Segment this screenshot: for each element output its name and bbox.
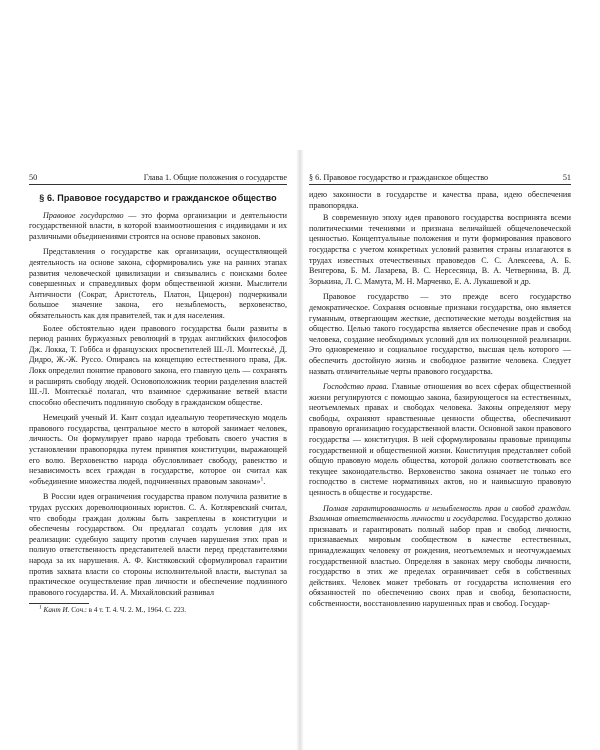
book-gutter [296, 150, 304, 750]
left-running-head [29, 170, 287, 185]
term-rule-of-law: Господство права. [323, 382, 389, 392]
paragraph-kant: Немецкий ученый И. Кант создал идеальную теоретическую модель правового государства, центральное место в которой занимает человек, личность. Он формулирует право народа требовать своего участия в установлении правопорядка путем принятия конституции, выражающей его волю. Верховенство народа обусловливает свободу, равенство и независимость всех граждан в государстве, которое он считал как «объединение множества людей, подчиненных правовым законам»$^1$. [29, 413, 287, 486]
footnote-divider [29, 603, 89, 604]
right-page-number: 51 [562, 173, 571, 182]
paragraph-modern-era: В современную эпоху идея правового государства воспринята всеми политическими течениями и признана величайшей общечеловеческой ценностью. Концептуальные положения и пути формирования правового государства с учетом конкретных условий развития страны излагаются в трудах известных отечественных правоведов С. С. Алексеева, А. Б. Венгерова, Б. М. Лазарева, В. С. Нерсесянца, В. А. Четвернина, В. Д. Зорькина, Л. С. Мамута, М. Н. Марченко, Е. А. Лукашевой и др. [309, 213, 571, 286]
paragraph-antiquity: Представления о государстве как организации, осуществляющей деятельность на основе закона, сформировались уже на ранних этапах развития человеческой цивилизации и связывались с поисками более совершенных и справедливых форм общественной жизни. Мыслители Античности (Сократ, Аристотель, Платон, Цицерон) подчеркивали большое значение закона, его незыблемость, верховенство, обязательность как для правителей, так и для населения. [29, 247, 287, 320]
term-guarantees: Полная гарантированность и незыблемость прав и свобод граждан. Взаимная ответственность личности и государства. [309, 503, 571, 524]
section-title: § 6. Правовое государство и гражданское общество [39, 193, 277, 203]
paragraph-rule-of-law: Господство права. Главные отношения во всех сферах общественной жизни регулируются с помощью закона, базирующегося на естественных, неотъемлемых правах и свободах человека. Законы определяют меру свободы, охраняют нравственные ценности общества, обеспечивают правовую организацию государственной власти. Основной закон правового государства — конституция. В ней сформулированы правовые принципы государственной и общественной жизни. Конституция представляет собой общую правовую модель общества, которой должно соответствовать все текущее законодательство. Верховенство закона означает не только его господство в системе нормативных актов, но и наивысшую правовую ценность в обществе и государстве. [309, 382, 571, 498]
paragraph-democratic-state: Правовое государство — это прежде всего государство демократическое. Сохраняя основные признаки государства, оно является гуманным, отвергающим жесткие, деспотические методы воздействия на общество. Целью такого государства является обеспечение прав и свобод человека, создание необходимых условий для их полноценной реализации. Это одновременно и социальное государство, высшая цель которого — обеспечить достойную жизнь и свободное развитие человека. Следует назвать отличительные черты правового государства. [309, 292, 571, 376]
paragraph-enlightenment: Более обстоятельно идеи правового государства были развиты в период ранних буржуазных революций в трудах английских философов Дж. Локка, Т. Гоббса и французских просветителей Ш.-Л. Монтескьё, Д. Дидро, Ж.-Ж. Руссо. Опираясь на концепцию естественного права, Дж. Локк определил понятие правового закона, его главную цель — сохранять и расширять свободу людей. Основоположник теории разделения властей Ш.-Л. Монтескьё полагал, что взаимное сдерживание ветвей власти способно обеспечить подлинную свободу в гражданском обществе. [29, 323, 287, 407]
paragraph-russia: В России идея ограничения государства правом получила развитие в трудах русских дореволюционных юристов. С. А. Котляревский считал, что свободы граждан должны быть закреплены в конституции и обеспечены государством. Он предлагал создать условия для их реализации: судебную защиту против случаев нарушения этих прав и полную ответственность представителей власти перед представителями народа за их нарушения. А. Ф. Кистяковский сформулировал гарантии против захвата власти со стороны исполнительной власти, выступал за практическое осуществление прав личности и обеспечение подлинного правового государства. И. А. Михайловский развивал [29, 492, 287, 597]
paragraph-guarantees: Полная гарантированность и незыблемость прав и свобод граждан. Взаимная ответственность личности и государства. Государство должно признавать и гарантировать полный набор прав и свобод личности, признаваемых мировым сообществом в качестве естественных, принадлежащих человеку от рождения, неотъемлемых и неотчуждаемых государственной властью. Определяя в законах меру свободы личности, государство в этих же пределах ограничивает себя в собственных действиях. Человек может требовать от государства исполнения его обязанностей по обеспечению своих прав и свобод, безопасности, собственности, восстановлению нарушенных прав и свобод. Государ- [309, 503, 571, 608]
left-page-number: 50 [29, 173, 38, 182]
paragraph-continuation: идею законности в государстве и качества права, идею обеспечения правопорядка. [309, 190, 571, 210]
right-page [309, 190, 571, 612]
term-legal-state: Правовое государство [43, 210, 124, 220]
right-running-head [309, 170, 571, 185]
paragraph-definition: Правовое государство — это форма организации и деятельности государственной власти, в которой взаимоотношения с индивидами и их различными объединениями строятся на основе правовых законов. [29, 210, 287, 241]
footnote: $^1$ Кант И. Соч.: в 4 т. Т. 4. Ч. 2. М., 1964. С. 223. [39, 604, 187, 615]
footnote-reference: 1 [260, 476, 264, 483]
left-running-head-title: Глава 1. Общие положения о государстве [143, 173, 287, 182]
left-page [29, 187, 287, 617]
right-running-head-title: § 6. Правовое государство и гражданское общество [309, 173, 489, 182]
